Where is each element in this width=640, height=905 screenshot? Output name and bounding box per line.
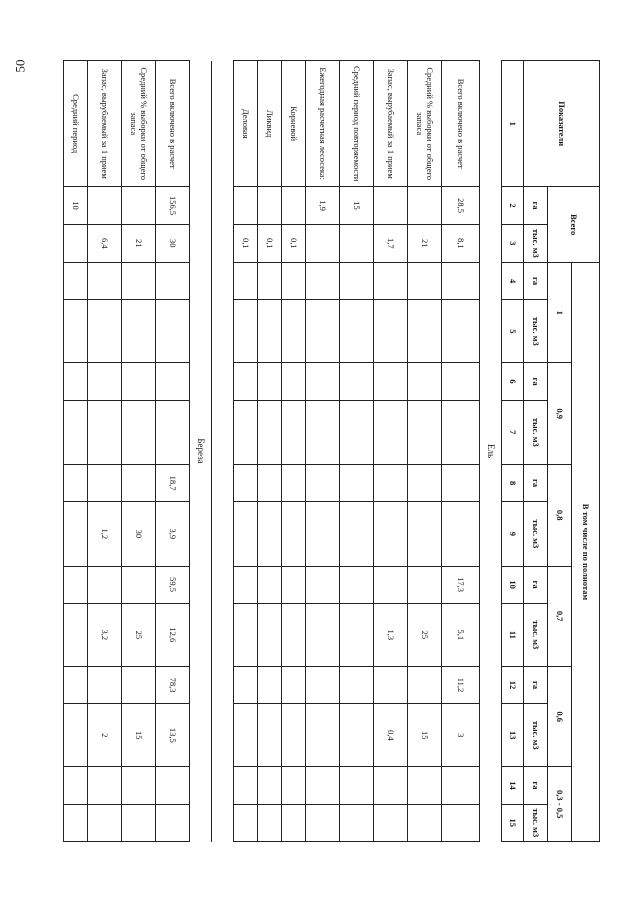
density-06-header: 0,6 (548, 666, 572, 766)
table-cell: 1,3 (374, 603, 408, 666)
table-row (340, 61, 374, 842)
table-cell (340, 666, 374, 703)
table-cell (258, 300, 282, 363)
table-cell: 1,7 (374, 224, 408, 262)
column-number: 9 (502, 502, 524, 566)
unit-m3: тыс. м3 (524, 300, 548, 363)
unit-ha: га (524, 566, 548, 603)
table-cell (340, 603, 374, 666)
table-cell (88, 262, 122, 299)
table-cell (374, 502, 408, 566)
table-cell (374, 566, 408, 603)
table-cell (306, 400, 340, 464)
table-cell (258, 187, 282, 224)
table-cell (282, 502, 306, 566)
table-cell (156, 767, 190, 804)
table-cell (306, 502, 340, 566)
column-number: 10 (502, 566, 524, 603)
column-number: 14 (502, 767, 524, 804)
table-cell: 3 (442, 704, 480, 767)
table-cell (88, 300, 122, 363)
table-cell (122, 666, 156, 703)
table-cell (258, 767, 282, 804)
table-cell (442, 300, 480, 363)
table-row (408, 61, 442, 842)
table-cell: 30 (122, 502, 156, 566)
table-cell (374, 363, 408, 400)
column-number: 5 (502, 300, 524, 363)
table-cell (258, 566, 282, 603)
table-cell: 21 (408, 224, 442, 262)
table-cell (258, 502, 282, 566)
density-table (63, 60, 600, 842)
table-cell (340, 502, 374, 566)
table-cell: 30 (156, 224, 190, 262)
table-cell (306, 262, 340, 299)
table-cell (122, 300, 156, 363)
table-cell (88, 363, 122, 400)
table-cell (122, 187, 156, 224)
table-cell (258, 400, 282, 464)
table-cell (340, 262, 374, 299)
table-cell (282, 400, 306, 464)
table-cell (374, 804, 408, 841)
section-title-row (480, 61, 502, 842)
table-cell (64, 224, 88, 262)
table-cell (282, 767, 306, 804)
table-cell (234, 300, 258, 363)
table-cell: 0,1 (258, 224, 282, 262)
section-gap (212, 61, 234, 842)
column-number: 7 (502, 400, 524, 464)
table-cell (340, 566, 374, 603)
table-cell: 59,5 (156, 566, 190, 603)
table-cell (88, 566, 122, 603)
table-cell (234, 767, 258, 804)
table-cell (282, 262, 306, 299)
column-number: 3 (502, 224, 524, 262)
column-number: 6 (502, 363, 524, 400)
table-cell (156, 262, 190, 299)
table-cell (234, 502, 258, 566)
section-gap-row (212, 61, 234, 842)
row-label: Средний % выборки от общего запаса (408, 61, 442, 187)
table-cell: 0,4 (374, 704, 408, 767)
unit-m3: тыс. м3 (524, 804, 548, 841)
table-cell (234, 603, 258, 666)
table-cell (88, 767, 122, 804)
table-cell (442, 400, 480, 464)
table-cell (374, 666, 408, 703)
table-cell (374, 767, 408, 804)
table-cell (282, 363, 306, 400)
unit-m3: тыс. м3 (524, 603, 548, 666)
table-cell (442, 767, 480, 804)
table-cell (442, 502, 480, 566)
column-number: 4 (502, 262, 524, 299)
table-cell: 3,9 (156, 502, 190, 566)
table-cell: 3,2 (88, 603, 122, 666)
table-cell (340, 400, 374, 464)
table-cell (306, 804, 340, 841)
table-cell (64, 704, 88, 767)
column-number: 11 (502, 603, 524, 666)
table-cell: 8,1 (442, 224, 480, 262)
table-cell (408, 502, 442, 566)
table-cell (374, 262, 408, 299)
unit-ha: га (524, 767, 548, 804)
table-cell (374, 300, 408, 363)
unit-m3: тыс. м3 (524, 502, 548, 566)
table-cell (258, 464, 282, 501)
column-number: 15 (502, 804, 524, 841)
table-cell (234, 804, 258, 841)
table-cell (306, 666, 340, 703)
table-cell: 0,1 (234, 224, 258, 262)
table-cell: 25 (122, 603, 156, 666)
table-cell (340, 224, 374, 262)
table-cell (306, 224, 340, 262)
table-body (64, 61, 502, 842)
row-label: Ликвид (258, 61, 282, 187)
table-cell (88, 187, 122, 224)
table-cell (234, 464, 258, 501)
table-cell (88, 400, 122, 464)
row-label: Ежегодная расчетная лесосека: (306, 61, 340, 187)
table-row (122, 61, 156, 842)
table-cell (408, 187, 442, 224)
table-cell (122, 400, 156, 464)
table-cell: 12,6 (156, 603, 190, 666)
column-number: 1 (502, 61, 524, 187)
table-cell: 18,7 (156, 464, 190, 501)
column-number: 13 (502, 704, 524, 767)
table-row (88, 61, 122, 842)
row-label: Всего включено в расчет (442, 61, 480, 187)
table-cell: 1,2 (88, 502, 122, 566)
table-cell (306, 704, 340, 767)
table-cell (306, 464, 340, 501)
table-cell (340, 767, 374, 804)
table-cell: 1,9 (306, 187, 340, 224)
table-cell (306, 767, 340, 804)
table-cell (282, 464, 306, 501)
rotated-table-container (71, 60, 600, 842)
table-cell (88, 666, 122, 703)
table-cell: 15 (340, 187, 374, 224)
unit-m3: тыс. м3 (524, 704, 548, 767)
column-number: 2 (502, 187, 524, 224)
table-cell (64, 363, 88, 400)
table-cell (306, 363, 340, 400)
table-cell (122, 804, 156, 841)
table-cell (258, 804, 282, 841)
table-cell (258, 666, 282, 703)
column-number: 12 (502, 666, 524, 703)
table-cell (258, 363, 282, 400)
table-cell (234, 363, 258, 400)
density-1-header: 1 (548, 262, 572, 362)
table-cell (306, 566, 340, 603)
total-header: Всего (548, 187, 600, 263)
table-row (442, 61, 480, 842)
table-cell: 13,5 (156, 704, 190, 767)
table-cell (258, 704, 282, 767)
table-cell (282, 704, 306, 767)
table-cell (340, 300, 374, 363)
table-row (282, 61, 306, 842)
table-cell (408, 464, 442, 501)
table-cell (64, 603, 88, 666)
table-row (234, 61, 258, 842)
table-cell: 5,1 (442, 603, 480, 666)
table-cell (156, 300, 190, 363)
table-cell: 11,2 (442, 666, 480, 703)
table-cell: 15 (408, 704, 442, 767)
unit-ha: га (524, 363, 548, 400)
by-density-header: В том числе по полнотам (572, 262, 600, 841)
table-cell (234, 187, 258, 224)
table-cell (64, 502, 88, 566)
table-cell (234, 262, 258, 299)
table-cell (64, 767, 88, 804)
table-cell (234, 566, 258, 603)
table-cell (282, 300, 306, 363)
table-row (306, 61, 340, 842)
table-cell: 10 (64, 187, 88, 224)
unit-m3: тыс. м3 (524, 400, 548, 464)
table-cell (408, 804, 442, 841)
section-title: Ель (480, 61, 502, 842)
table-cell: 21 (122, 224, 156, 262)
table-cell (408, 400, 442, 464)
table-cell (64, 464, 88, 501)
table-cell (156, 400, 190, 464)
density-09-header: 0,9 (548, 363, 572, 465)
table-cell (442, 464, 480, 501)
table-cell (282, 187, 306, 224)
unit-m3: тыс. м3 (524, 224, 548, 262)
indicators-header: Показатели (524, 61, 600, 187)
table-cell: 25 (408, 603, 442, 666)
table-cell (282, 566, 306, 603)
table-row (374, 61, 408, 842)
table-cell (122, 464, 156, 501)
table-cell (340, 363, 374, 400)
table-cell (442, 262, 480, 299)
section-title-row (190, 61, 212, 842)
table-cell: 156,5 (156, 187, 190, 224)
table-cell (408, 262, 442, 299)
table-cell (408, 666, 442, 703)
density-07-header: 0,7 (548, 566, 572, 666)
table-cell (258, 262, 282, 299)
unit-ha: га (524, 187, 548, 224)
table-cell (156, 804, 190, 841)
table-row (156, 61, 190, 842)
table-cell (408, 767, 442, 804)
table-cell (64, 300, 88, 363)
table-row (64, 61, 88, 842)
table-cell (306, 603, 340, 666)
table-cell (282, 603, 306, 666)
table-cell (234, 704, 258, 767)
table-cell (64, 666, 88, 703)
table-cell (408, 300, 442, 363)
table-cell (340, 804, 374, 841)
page-number: 50 (12, 59, 28, 73)
table-cell: 15 (122, 704, 156, 767)
table-cell: 17,3 (442, 566, 480, 603)
table-cell (374, 400, 408, 464)
table-cell (122, 363, 156, 400)
density-08-header: 0,8 (548, 464, 572, 566)
table-cell (442, 804, 480, 841)
unit-ha: га (524, 666, 548, 703)
unit-ha: га (524, 464, 548, 501)
table-cell (340, 464, 374, 501)
row-label: Деловая (234, 61, 258, 187)
table-cell (442, 363, 480, 400)
table-cell (122, 262, 156, 299)
table-cell (64, 566, 88, 603)
table-cell (282, 804, 306, 841)
table-cell (374, 187, 408, 224)
table-cell (122, 566, 156, 603)
table-cell (374, 464, 408, 501)
row-label: Всего включено в расчет (156, 61, 190, 187)
table-cell (258, 603, 282, 666)
table-cell (340, 704, 374, 767)
table-cell: 2 (88, 704, 122, 767)
table-cell: 28,5 (442, 187, 480, 224)
unit-ha: га (524, 262, 548, 299)
table-cell (64, 262, 88, 299)
table-cell (64, 804, 88, 841)
table-cell (88, 464, 122, 501)
table-cell (122, 767, 156, 804)
row-label: Запас, вырубаемый за 1 прием (374, 61, 408, 187)
row-label: Запас, вырубаемый за 1 прием (88, 61, 122, 187)
table-cell (234, 400, 258, 464)
table-cell: 78,3 (156, 666, 190, 703)
row-label: Корневой (282, 61, 306, 187)
density-03-05-header: 0,3 - 0,5 (548, 767, 572, 842)
table-cell (306, 300, 340, 363)
row-label: Средний % выборки от общего запаса (122, 61, 156, 187)
table-cell (408, 363, 442, 400)
section-title: Береза (190, 61, 212, 842)
table-cell (156, 363, 190, 400)
table-cell (88, 804, 122, 841)
table-cell (282, 666, 306, 703)
row-label: Средний период повторяемости (340, 61, 374, 187)
table-cell: 0,1 (282, 224, 306, 262)
table-cell: 6,4 (88, 224, 122, 262)
table-cell (64, 400, 88, 464)
column-number: 8 (502, 464, 524, 501)
table-cell (408, 566, 442, 603)
table-cell (234, 666, 258, 703)
table-row (258, 61, 282, 842)
row-label: Средний период (64, 61, 88, 187)
